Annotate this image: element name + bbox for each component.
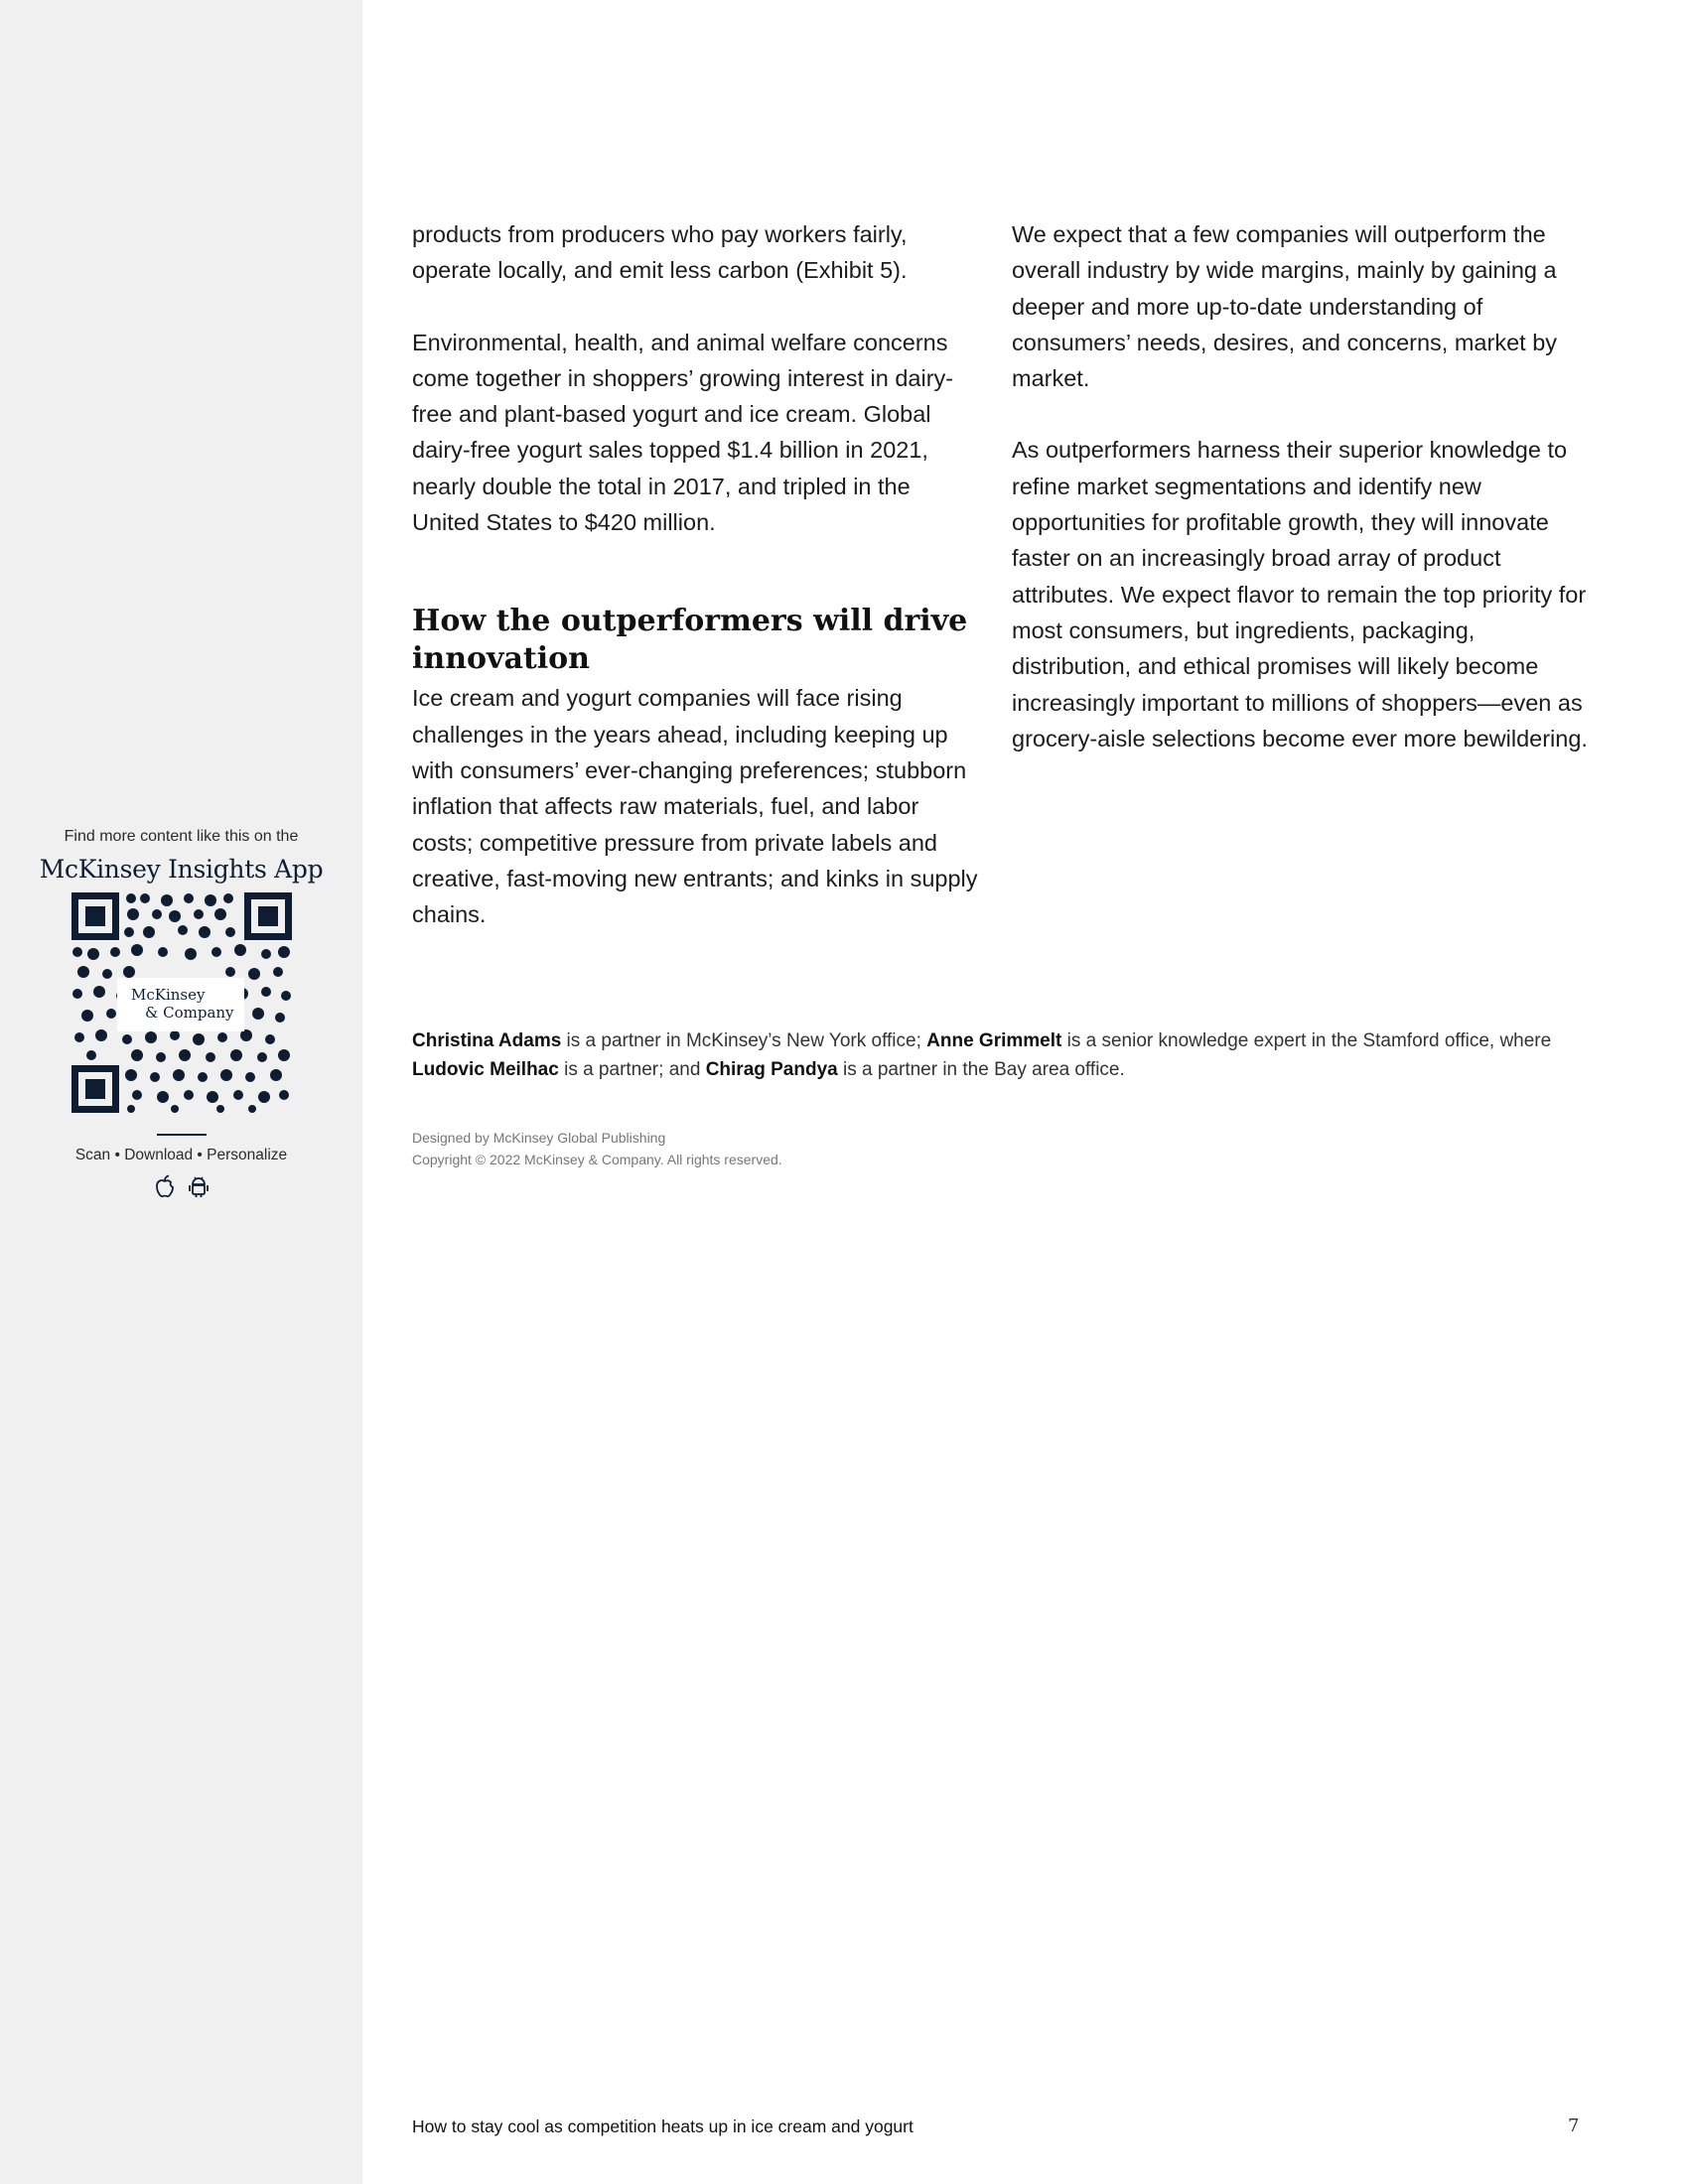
apple-icon[interactable] xyxy=(154,1174,176,1198)
left-column xyxy=(412,216,978,932)
app-promo xyxy=(0,827,362,1163)
bio-text: is a partner in the Bay area office. xyxy=(837,1059,1125,1080)
android-icon[interactable] xyxy=(188,1174,210,1198)
author-name: Chirag Pandya xyxy=(705,1059,838,1080)
copyright: Copyright © 2022 McKinsey & Company. All rights reserved. xyxy=(412,1152,782,1167)
qr-logo-line2: & Company xyxy=(145,1004,234,1022)
left-paragraph-1: products from producers who pay workers fairly, operate locally, and emit less carbon (Exhibit 5). xyxy=(412,221,908,284)
designed-by: Designed by McKinsey Global Publishing xyxy=(412,1130,666,1146)
author-name: Anne Grimmelt xyxy=(926,1030,1062,1051)
promo-app-name: McKinsey Insights App xyxy=(39,855,324,884)
promo-find-text: Find more content like this on the xyxy=(64,828,299,845)
right-paragraph-1: We expect that a few companies will outperform the overall industry by wide margins, mainly by gaining a deeper and more up-to-date understanding of consumers’ needs, desires, and concerns, market by market. xyxy=(1012,221,1558,392)
qr-code[interactable] xyxy=(71,892,292,1113)
footer-title: How to stay cool as competition heats up in ice cream and yogurt xyxy=(412,2116,914,2136)
section-heading: How the outperformers will drive innovation xyxy=(412,604,968,677)
right-paragraph-2: As outperformers harness their superior knowledge to refine market segmentations and identify new opportunities for profitable growth, they will innovate faster on an increasingly broad array of product attributes. We expect flavor to remain the top priority for most consumers, but ingredients, packaging, distribution, and ethical promises will likely become increasingly important to millions of shoppers—even as grocery-aisle selections become ever more bewildering. xyxy=(1012,437,1588,751)
store-icons xyxy=(0,1174,362,1198)
page-number: 7 xyxy=(1568,2116,1580,2136)
promo-divider xyxy=(157,1134,207,1136)
bio-text: is a senior knowledge expert in the Stamford office, where xyxy=(1061,1030,1552,1051)
sidebar xyxy=(0,0,362,2184)
bio-text: is a partner; and xyxy=(558,1059,706,1080)
qr-logo-line1: McKinsey xyxy=(131,986,206,1004)
author-bio xyxy=(412,1026,1564,1084)
promo-steps: Scan • Download • Personalize xyxy=(74,1147,288,1163)
left-paragraph-2: Environmental, health, and animal welfare concerns come together in shoppers’ growing interest in dairy-free and plant-based yogurt and ice cream. Global dairy-free yogurt sales topped $1.4 billion in 2021, nearly double the total in 2017, and tripled in the United States to $420 million. xyxy=(412,329,954,536)
bio-text: is a partner in McKinsey’s New York office; xyxy=(561,1030,927,1051)
right-column xyxy=(1012,216,1598,756)
author-name: Christina Adams xyxy=(412,1030,562,1051)
left-paragraph-3: Ice cream and yogurt companies will face rising challenges in the years ahead, including keeping up with consumers’ ever-changing preferences; stubborn inflation that affects raw materials, fuel, and labor costs; competitive pressure from private labels and creative, fast-moving new entrants; and kinks in supply chains. xyxy=(412,685,978,928)
credits xyxy=(412,1127,782,1170)
author-name: Ludovic Meilhac xyxy=(412,1059,559,1080)
